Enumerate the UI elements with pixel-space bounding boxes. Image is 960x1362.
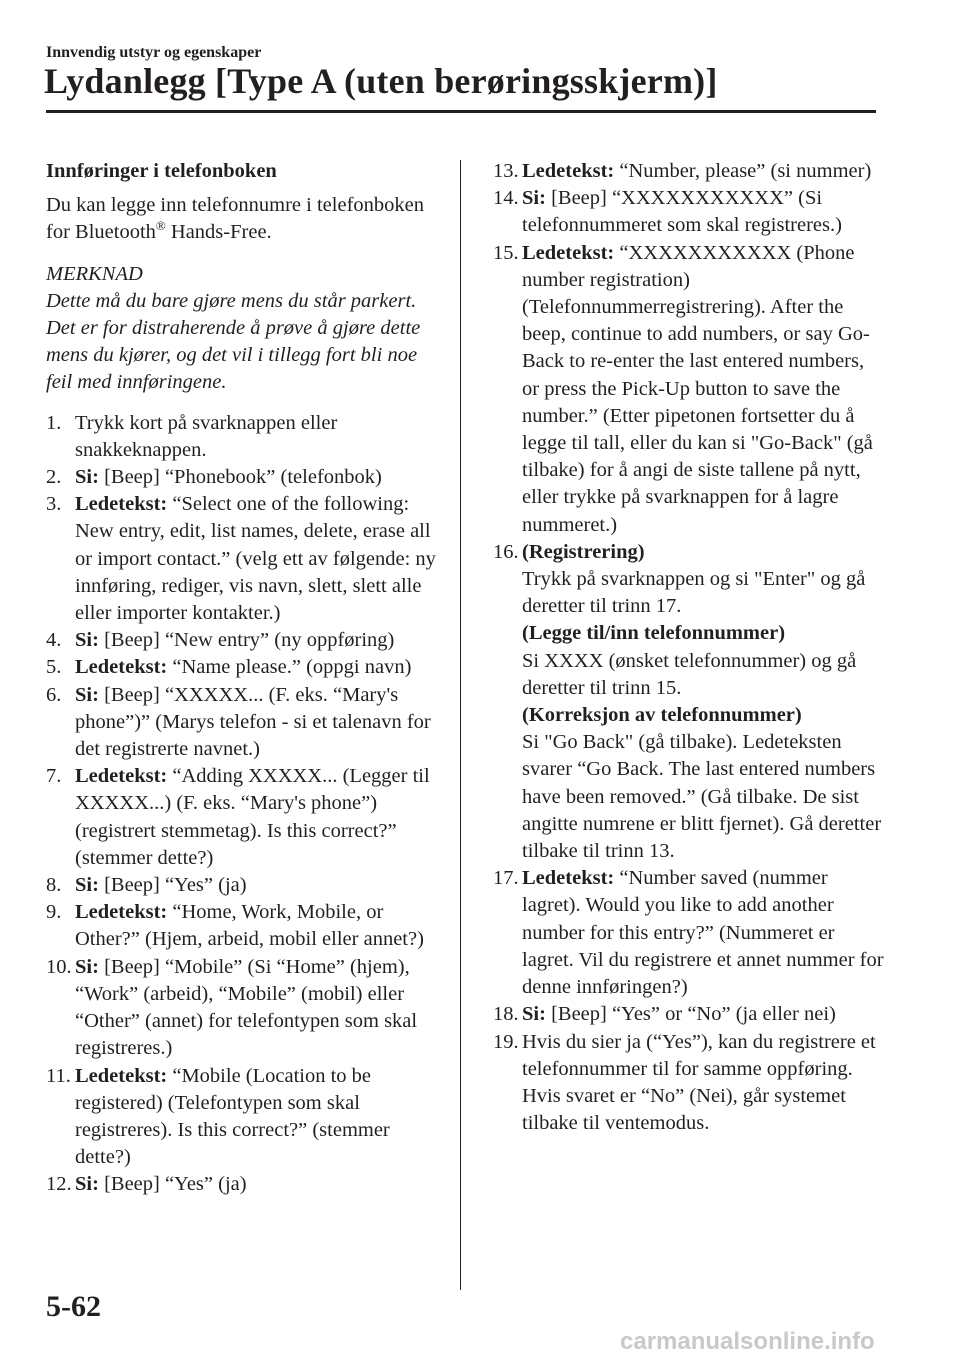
- step-sublabel: (Korreksjon av telefonnummer): [522, 704, 802, 727]
- step-number: 12.: [46, 1173, 72, 1196]
- list-item: [46, 1171, 444, 1198]
- step-label: Ledetekst:: [522, 160, 615, 182]
- step-text: [Beep] “Phonebook” (telefonbok): [98, 466, 382, 489]
- step-text: [Beep] “XXXXX... (F. eks. “Mary's phone”)” (Marys telefon - si et talenavn for det registrerte navnet.): [75, 683, 431, 761]
- list-item: [46, 464, 444, 491]
- steps-list-right: [493, 158, 885, 1137]
- list-item: [493, 185, 885, 239]
- list-item: [46, 872, 444, 899]
- step-text: “XXXXXXXXXXX (Phone number registration) (Telefonnummerregistrering). After the beep, continue to add numbers, or say Go-Back to re-enter the last entered numbers, or press the Pick-Up button to save the number.” (Etter pipetonen fortsetter du å legge til tall, eller du kan si "Go-Back" (gå tilbake) for å angi de siste tallene på nytt, eller trykke på svarknappen for å lagre nummeret.): [522, 241, 873, 536]
- step-text: Hvis svaret er “No” (Nei), går systemet tilbake til ventemodus.: [522, 1084, 846, 1135]
- step-text: “Number saved (nummer lagret). Would you like to add another number for this entry?” (Nummeret er lagret. Vil du registrere et annet nummer for denne innføringen?): [522, 867, 884, 999]
- step-number: 2.: [46, 466, 62, 489]
- right-column: [493, 158, 885, 1137]
- step-text: “Name please.” (oppgi navn): [167, 656, 412, 679]
- section-label: Innvendig utstyr og egenskaper: [46, 44, 262, 61]
- step-label: Si:: [75, 955, 99, 978]
- step-label: Si:: [522, 187, 546, 210]
- intro-text-a: Du kan legge inn telefonnumre i telefonboken for Bluetooth: [46, 194, 424, 244]
- step-text: “Home, Work, Mobile, or Other?” (Hjem, arbeid, mobil eller annet?): [75, 901, 424, 951]
- list-item: [493, 240, 885, 539]
- list-item: [46, 899, 444, 953]
- step-number: 6.: [46, 683, 62, 706]
- list-item: [46, 627, 444, 654]
- step-number: 3.: [46, 493, 62, 516]
- list-item: [46, 410, 444, 464]
- step-number: 15.: [493, 241, 519, 264]
- step-label: Ledetekst:: [75, 493, 168, 516]
- watermark: carmanualsonline.info: [620, 1328, 875, 1355]
- step-text: [Beep] “XXXXXXXXXXX” (Si telefonnummeret som skal registreres.): [522, 187, 842, 237]
- list-item: [46, 491, 444, 627]
- step-text: Si XXXX (ønsket telefonnummer) og gå deretter til trinn 15.: [522, 649, 857, 699]
- step-text: “Mobile (Location to be registered) (Telefontypen som skal registreres). Is this correct?” (stemmer dette?): [75, 1064, 390, 1169]
- list-item: [46, 682, 444, 764]
- list-item: [493, 865, 885, 1001]
- list-item: [493, 158, 885, 185]
- step-sublabel: (Legge til/inn telefonnummer): [522, 622, 786, 645]
- step-text: [Beep] “Yes” (ja): [98, 1173, 247, 1196]
- step-number: 19.: [493, 1030, 519, 1053]
- step-label: Si:: [75, 683, 99, 706]
- step-number: 4.: [46, 629, 62, 652]
- step-number: 9.: [46, 901, 62, 924]
- steps-list-left: [46, 410, 444, 1199]
- step-label: Si:: [75, 1173, 99, 1196]
- step-number: 16.: [493, 540, 519, 563]
- list-item: [493, 1001, 885, 1028]
- list-item: [46, 954, 444, 1063]
- step-text: [Beep] “Yes” (ja): [98, 874, 247, 897]
- step-text: Hvis du sier ja (“Yes”), kan du registrere et telefonnummer til for samme oppføring.: [522, 1030, 876, 1080]
- step-number: 5.: [46, 656, 62, 679]
- list-item: [493, 1029, 885, 1138]
- step-text: Trykk på svarknappen og si "Enter" og gå deretter til trinn 17.: [522, 568, 866, 618]
- step-number: 18.: [493, 1003, 519, 1026]
- note-label: MERKNAD: [46, 262, 143, 285]
- step-text: “Select one of the following: New entry, edit, list names, delete, erase all or import contact.” (velg ett av følgende: ny innføring, rediger, vis navn, slett, slett alle eller importer kontakter.): [75, 493, 436, 625]
- step-text: Trykk kort på svarknappen eller snakkeknappen.: [75, 411, 338, 461]
- step-text: [Beep] “Mobile” (Si “Home” (hjem), “Work” (arbeid), “Mobile” (mobil) eller “Other” (annet) for telefontypen som skal registreres.): [75, 955, 418, 1060]
- step-number: 14.: [493, 187, 519, 210]
- step-text: Si "Go Back" (gå tilbake). Ledeteksten svarer “Go Back. The last entered numbers have been removed.” (Gå tilbake. De sist angitte numrene er blitt fjernet). Gå deretter tilbake til trinn 13.: [522, 731, 882, 863]
- list-item: [493, 539, 885, 865]
- page-number: 5-62: [46, 1290, 101, 1323]
- step-label: Si:: [75, 629, 99, 652]
- step-number: 17.: [493, 867, 519, 890]
- step-sublabel: (Registrering): [522, 540, 645, 563]
- intro-paragraph: [46, 192, 444, 246]
- column-divider: [460, 160, 461, 1290]
- step-number: 1.: [46, 411, 62, 434]
- step-label: Ledetekst:: [75, 1064, 168, 1087]
- step-label: Ledetekst:: [75, 656, 168, 679]
- step-label: Si:: [75, 466, 99, 489]
- left-column: [46, 158, 444, 1199]
- step-text: [Beep] “Yes” or “No” (ja eller nei): [545, 1003, 836, 1026]
- list-item: [46, 1063, 444, 1172]
- step-text: “Number, please” (si nummer): [614, 160, 872, 182]
- step-number: 10.: [46, 955, 72, 978]
- section-heading: Innføringer i telefonboken: [46, 160, 277, 182]
- step-label: Ledetekst:: [75, 901, 168, 924]
- step-number: 13.: [493, 160, 519, 182]
- note-text: Dette må du bare gjøre mens du står parkert. Det er for distraherende å prøve å gjøre dette mens du kjører, og det vil i tillegg fort bli noe feil med innføringene.: [46, 289, 421, 394]
- step-number: 7.: [46, 765, 62, 788]
- step-label: Ledetekst:: [522, 867, 615, 890]
- intro-text-b: Hands-Free.: [165, 221, 272, 244]
- title-rule: [46, 110, 876, 113]
- step-label: Ledetekst:: [75, 765, 168, 788]
- step-text: “Adding XXXXX... (Legger til XXXXX...) (F. eks. “Mary's phone”) (registrert stemmetag). Is this correct?” (stemmer dette?): [75, 765, 430, 869]
- step-number: 11.: [46, 1064, 71, 1087]
- list-item: [46, 654, 444, 681]
- page-title: Lydanlegg [Type A (uten berøringsskjerm)]: [44, 61, 718, 101]
- step-text: [Beep] “New entry” (ny oppføring): [98, 629, 395, 652]
- step-label: Si:: [75, 874, 99, 897]
- step-label: Ledetekst:: [522, 241, 615, 264]
- step-label: Si:: [522, 1003, 546, 1026]
- list-item: [46, 763, 444, 872]
- registered-mark: ®: [155, 218, 166, 234]
- step-number: 8.: [46, 874, 62, 897]
